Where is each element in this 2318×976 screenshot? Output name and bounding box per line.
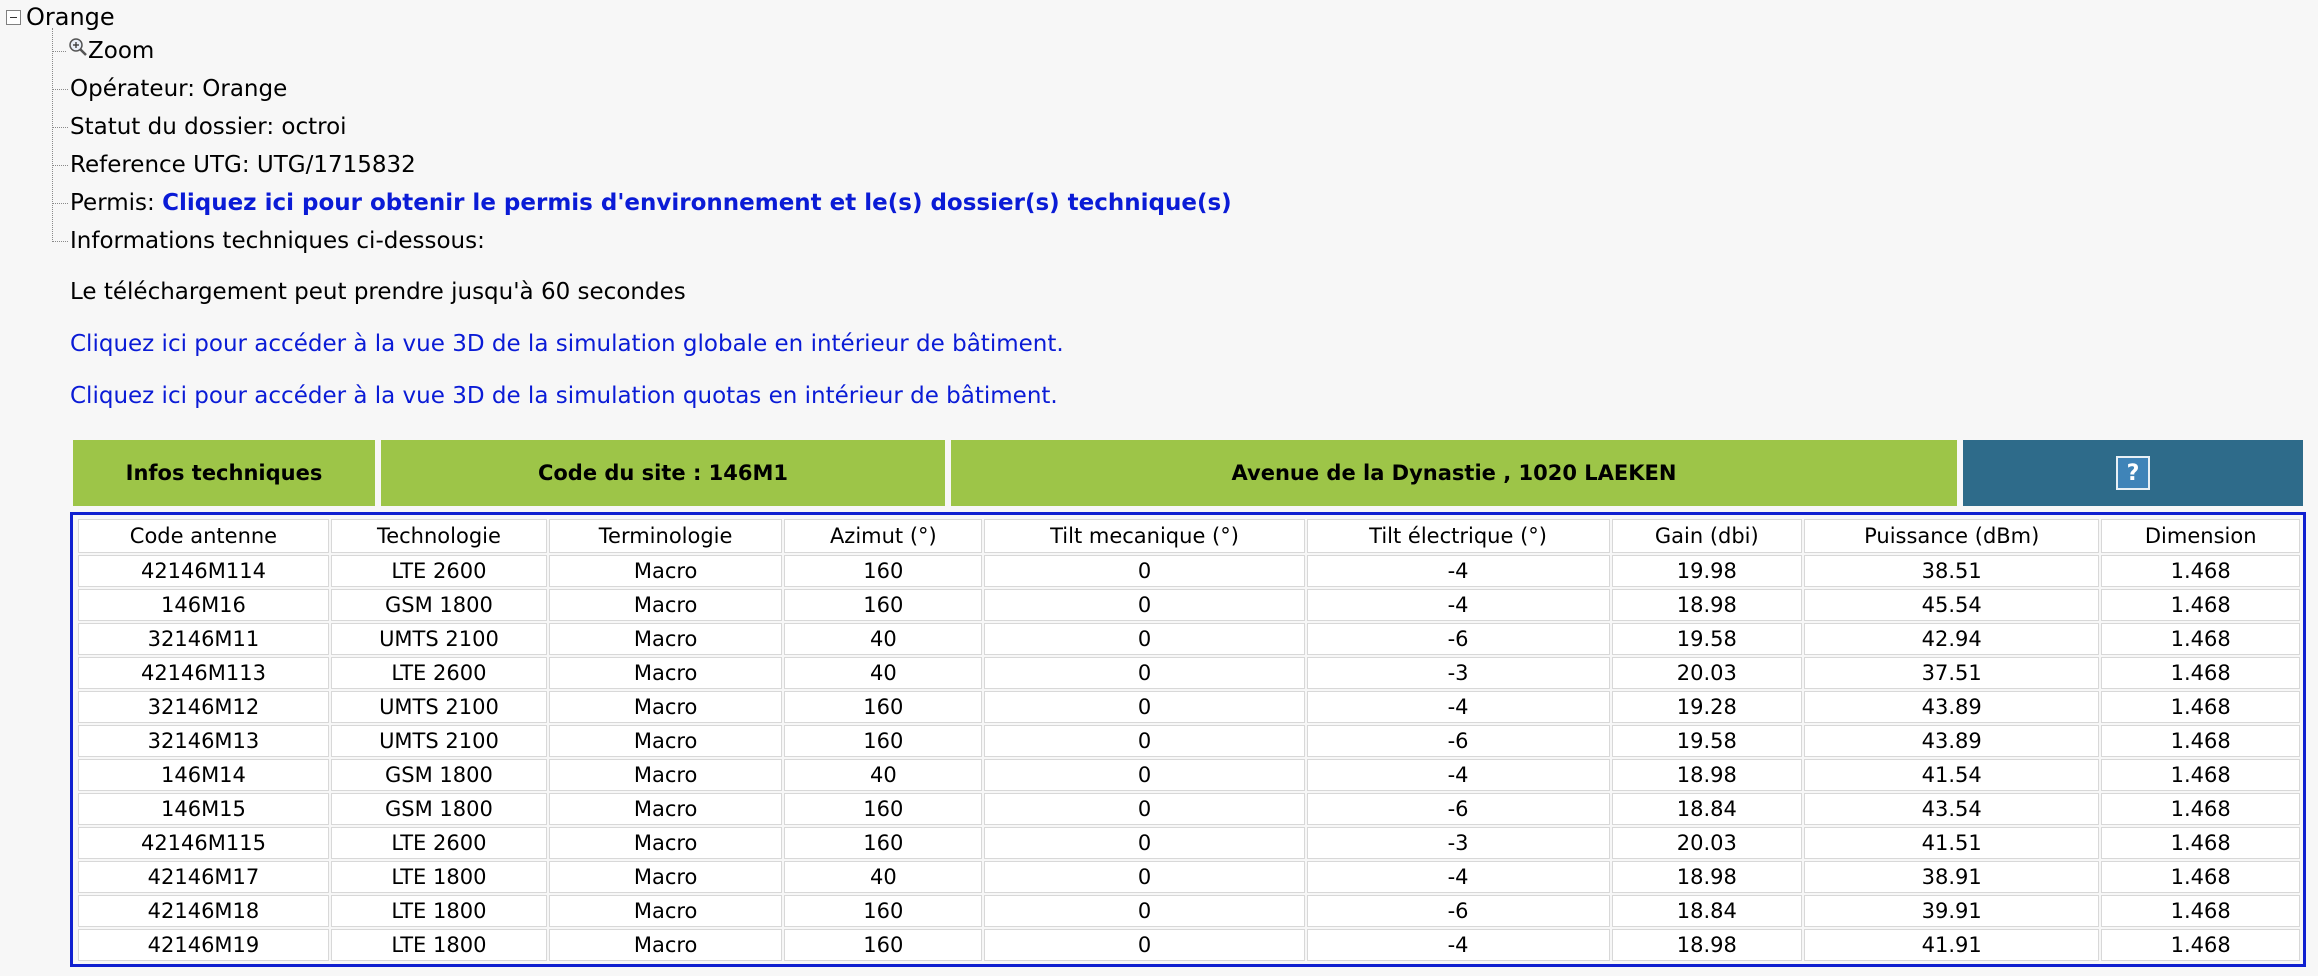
table-cell: -4 (1307, 589, 1610, 621)
table-cell: 0 (984, 759, 1304, 791)
permis-label: Permis: (70, 190, 163, 216)
table-cell: 20.03 (1612, 657, 1803, 689)
table-cell: LTE 2600 (331, 827, 547, 859)
table-cell: 38.91 (1804, 861, 2099, 893)
table-cell: 18.98 (1612, 861, 1803, 893)
table-cell: Macro (549, 759, 782, 791)
table-cell: Macro (549, 861, 782, 893)
table-cell: Macro (549, 895, 782, 927)
table-cell: 18.98 (1612, 759, 1803, 791)
antenna-table (76, 517, 2302, 963)
table-cell: -3 (1307, 657, 1610, 689)
table-cell: 43.54 (1804, 793, 2099, 825)
table-cell: 19.58 (1612, 725, 1803, 757)
table-cell: 1.468 (2101, 555, 2300, 587)
table-cell: Macro (549, 657, 782, 689)
table-cell: 42.94 (1804, 623, 2099, 655)
table-cell: LTE 1800 (331, 861, 547, 893)
table-cell: 1.468 (2101, 725, 2300, 757)
reference-text: Reference UTG: UTG/1715832 (70, 152, 416, 178)
table-cell: 0 (984, 589, 1304, 621)
table-row (78, 691, 2300, 723)
table-cell: -3 (1307, 827, 1610, 859)
table-cell: 0 (984, 895, 1304, 927)
table-cell: -4 (1307, 929, 1610, 961)
table-row (78, 759, 2300, 791)
table-cell: -6 (1307, 623, 1610, 655)
table-cell: UMTS 2100 (331, 623, 547, 655)
table-cell: 42146M114 (78, 555, 329, 587)
table-cell: Macro (549, 623, 782, 655)
table-cell: UMTS 2100 (331, 725, 547, 757)
table-cell: 37.51 (1804, 657, 2099, 689)
table-cell: 40 (784, 657, 982, 689)
table-cell: GSM 1800 (331, 759, 547, 791)
table-cell: Macro (549, 725, 782, 757)
table-cell: 42146M115 (78, 827, 329, 859)
column-header: Dimension (2101, 519, 2300, 553)
table-cell: 19.98 (1612, 555, 1803, 587)
table-cell: Macro (549, 793, 782, 825)
table-row (78, 725, 2300, 757)
permis-link[interactable]: Cliquez ici pour obtenir le permis d'environnement et le(s) dossier(s) technique(s) (162, 190, 1232, 216)
column-header: Tilt mecanique (°) (984, 519, 1304, 553)
zoom-link[interactable]: Zoom (88, 38, 155, 64)
table-cell: -6 (1307, 793, 1610, 825)
table-cell: UMTS 2100 (331, 691, 547, 723)
table-cell: 41.51 (1804, 827, 2099, 859)
link-3d-quotas[interactable]: Cliquez ici pour accéder à la vue 3D de la simulation quotas en intérieur de bâtiment. (70, 383, 1058, 409)
table-cell: 1.468 (2101, 691, 2300, 723)
table-row (78, 555, 2300, 587)
table-cell: 1.468 (2101, 895, 2300, 927)
tree-node-statut (52, 112, 347, 142)
column-header: Tilt électrique (°) (1307, 519, 1610, 553)
table-cell: 45.54 (1804, 589, 2099, 621)
table-cell: 1.468 (2101, 759, 2300, 791)
table-row (78, 657, 2300, 689)
table-cell: 1.468 (2101, 623, 2300, 655)
table-cell: LTE 2600 (331, 555, 547, 587)
tree-root-label[interactable]: Orange (26, 3, 115, 31)
infos-techniques-text: Informations techniques ci-dessous: (70, 228, 485, 254)
table-cell: 0 (984, 691, 1304, 723)
table-row (78, 623, 2300, 655)
download-note: Le téléchargement peut prendre jusqu'à 60 secondes (70, 279, 686, 305)
site-header (70, 436, 2306, 510)
table-cell: 19.58 (1612, 623, 1803, 655)
table-cell: 42146M19 (78, 929, 329, 961)
link-3d-global[interactable]: Cliquez ici pour accéder à la vue 3D de la simulation globale en intérieur de bâtiment. (70, 331, 1064, 357)
antenna-table-frame (70, 512, 2306, 967)
table-cell: 38.51 (1804, 555, 2099, 587)
table-row (78, 793, 2300, 825)
tree-node-permis (52, 188, 1232, 218)
column-header: Technologie (331, 519, 547, 553)
tree-root[interactable] (6, 2, 115, 32)
table-cell: 1.468 (2101, 861, 2300, 893)
table-cell: 18.84 (1612, 793, 1803, 825)
help-icon[interactable]: ? (2116, 456, 2150, 490)
header-address: Avenue de la Dynastie , 1020 LAEKEN (948, 436, 1960, 510)
table-cell: Macro (549, 827, 782, 859)
table-cell: 39.91 (1804, 895, 2099, 927)
table-row (78, 589, 2300, 621)
tree-node-infos (52, 226, 485, 256)
table-cell: 160 (784, 793, 982, 825)
table-cell: GSM 1800 (331, 589, 547, 621)
table-cell: 146M15 (78, 793, 329, 825)
table-cell: 0 (984, 827, 1304, 859)
table-cell: 0 (984, 861, 1304, 893)
column-header: Gain (dbi) (1612, 519, 1803, 553)
table-cell: 18.98 (1612, 589, 1803, 621)
table-cell: 41.91 (1804, 929, 2099, 961)
table-cell: GSM 1800 (331, 793, 547, 825)
table-cell: 20.03 (1612, 827, 1803, 859)
table-cell: 32146M13 (78, 725, 329, 757)
table-cell: 160 (784, 691, 982, 723)
table-cell: 43.89 (1804, 691, 2099, 723)
column-header: Code antenne (78, 519, 329, 553)
table-cell: 42146M113 (78, 657, 329, 689)
table-cell: 160 (784, 725, 982, 757)
table-cell: 40 (784, 759, 982, 791)
table-cell: 32146M12 (78, 691, 329, 723)
table-cell: 0 (984, 793, 1304, 825)
tree-node-zoom[interactable] (52, 36, 154, 66)
header-infos: Infos techniques (70, 436, 378, 510)
table-cell: 0 (984, 623, 1304, 655)
table-cell: 146M14 (78, 759, 329, 791)
column-header: Puissance (dBm) (1804, 519, 2099, 553)
table-cell: 42146M18 (78, 895, 329, 927)
table-cell: LTE 1800 (331, 929, 547, 961)
table-cell: 1.468 (2101, 929, 2300, 961)
table-cell: 1.468 (2101, 657, 2300, 689)
table-cell: -4 (1307, 759, 1610, 791)
table-cell: 43.89 (1804, 725, 2099, 757)
table-cell: 0 (984, 657, 1304, 689)
table-cell: 40 (784, 623, 982, 655)
collapse-icon[interactable] (6, 10, 21, 25)
table-row (78, 929, 2300, 961)
table-row (78, 895, 2300, 927)
column-header: Azimut (°) (784, 519, 982, 553)
table-cell: 41.54 (1804, 759, 2099, 791)
table-cell: 160 (784, 555, 982, 587)
statut-text: Statut du dossier: octroi (70, 114, 347, 140)
magnifier-icon[interactable] (68, 37, 86, 55)
table-cell: 160 (784, 589, 982, 621)
column-header: Terminologie (549, 519, 782, 553)
table-cell: Macro (549, 589, 782, 621)
table-cell: -4 (1307, 691, 1610, 723)
table-cell: 160 (784, 827, 982, 859)
table-cell: Macro (549, 555, 782, 587)
table-cell: -6 (1307, 725, 1610, 757)
table-cell: 42146M17 (78, 861, 329, 893)
table-cell: 18.98 (1612, 929, 1803, 961)
table-cell: 1.468 (2101, 793, 2300, 825)
table-cell: -4 (1307, 555, 1610, 587)
table-cell: 0 (984, 929, 1304, 961)
header-site-code: Code du site : 146M1 (378, 436, 948, 510)
table-cell: 160 (784, 929, 982, 961)
table-cell: 18.84 (1612, 895, 1803, 927)
table-cell: 1.468 (2101, 589, 2300, 621)
table-row (78, 827, 2300, 859)
table-header-row (78, 519, 2300, 553)
table-cell: Macro (549, 929, 782, 961)
table-cell: -4 (1307, 861, 1610, 893)
table-cell: 0 (984, 555, 1304, 587)
table-cell: LTE 2600 (331, 657, 547, 689)
table-cell: -6 (1307, 895, 1610, 927)
table-cell: 32146M11 (78, 623, 329, 655)
table-cell: 146M16 (78, 589, 329, 621)
table-row (78, 861, 2300, 893)
tree-node-operateur (52, 74, 287, 104)
table-cell: 1.468 (2101, 827, 2300, 859)
table-cell: 0 (984, 725, 1304, 757)
table-cell: 160 (784, 895, 982, 927)
tree-node-reference (52, 150, 416, 180)
operateur-text: Opérateur: Orange (70, 76, 288, 102)
header-help (1960, 436, 2306, 510)
table-cell: 19.28 (1612, 691, 1803, 723)
table-cell: Macro (549, 691, 782, 723)
table-cell: 40 (784, 861, 982, 893)
table-cell: LTE 1800 (331, 895, 547, 927)
